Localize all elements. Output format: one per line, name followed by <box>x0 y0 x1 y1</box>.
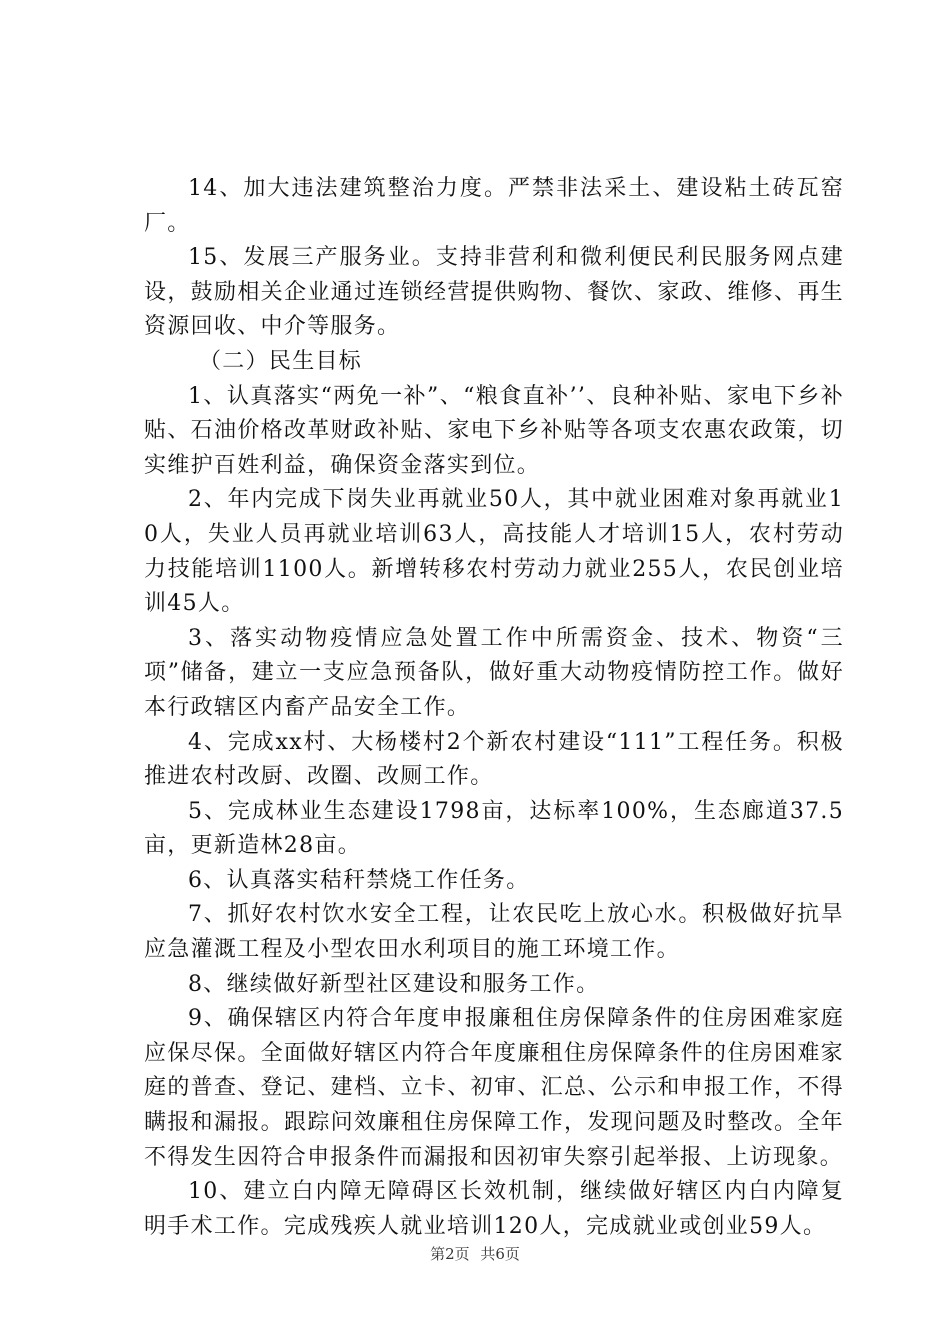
paragraph-14-illegal-buildings: 14、加大违法建筑整治力度。严禁非法采土、建设粘土砖瓦窑厂。 <box>144 176 844 236</box>
page-total: 共6页 <box>480 1245 520 1263</box>
paragraph-10-cataract: 10、建立白内障无障碍区长效机制，继续做好辖区内白内障复明手术工作。完成残疾人就业培训120人，完成就业或创业59人。 <box>144 1179 844 1239</box>
paragraph-2-employment: 2、年内完成下岗失业再就业50人，其中就业困难对象再就业10人，失业人员再就业培训63人，高技能人才培训15人，农村劳动力技能培训1100人。新增转移农村劳动力就业255人，农民创业培训45人。 <box>144 487 844 617</box>
paragraph-7-drinking-water: 7、抓好农村饮水安全工程，让农民吃上放心水。积极做好抗旱应急灌溉工程及小型农田水利项目的施工环境工作。 <box>144 902 844 963</box>
paragraph-4-new-countryside: 4、完成xx村、大杨楼村2个新农村建设“111”工程任务。积极推进农村改厨、改圈、改厕工作。 <box>144 729 844 790</box>
paragraph-15-tertiary-services: 15、发展三产服务业。支持非营利和微利便民利民服务网点建设，鼓励相关企业通过连锁经营提供购物、餐饮、家政、维修、再生资源回收、中介等服务。 <box>144 245 844 340</box>
paragraph-9-housing: 9、确保辖区内符合年度申报廉租住房保障条件的住房困难家庭应保尽保。全面做好辖区内符合年度廉租住房保障条件的住房困难家庭的普查、登记、建档、立卡、初审、汇总、公示和申报工作，不得瞒报和漏报。跟踪问效廉租住房保障工作，发现问题及时整改。全年不得发生因符合申报条件而漏报和因初审失察引起举报、上访现象。 <box>144 1006 844 1170</box>
paragraph-8-community: 8、继续做好新型社区建设和服务工作。 <box>188 971 600 997</box>
section-heading-livelihood-goals: （二）民生目标 <box>199 348 363 374</box>
paragraph-1-agricultural-subsidies: 1、认真落实“两免一补”、“粮食直补’’、良种补贴、家电下乡补贴、石油价格改革财政补贴、家电下乡补贴等各项支农惠农政策，切实维护百姓利益，确保资金落实到位。 <box>144 383 844 478</box>
paragraph-5-forestry: 5、完成林业生态建设1798亩，达标率100%，生态廊道37.5亩，更新造林28亩。 <box>144 798 844 859</box>
paragraph-6-straw-burning: 6、认真落实秸秆禁烧工作任务。 <box>188 867 530 893</box>
paragraph-3-animal-epidemic: 3、落实动物疫情应急处置工作中所需资金、技术、物资“三项”储备，建立一支应急预备队，做好重大动物疫情防控工作。做好本行政辖区内畜产品安全工作。 <box>144 625 844 720</box>
document-body <box>144 172 844 1244</box>
page-footer <box>0 1243 950 1264</box>
page-number: 第2页 <box>430 1245 470 1263</box>
